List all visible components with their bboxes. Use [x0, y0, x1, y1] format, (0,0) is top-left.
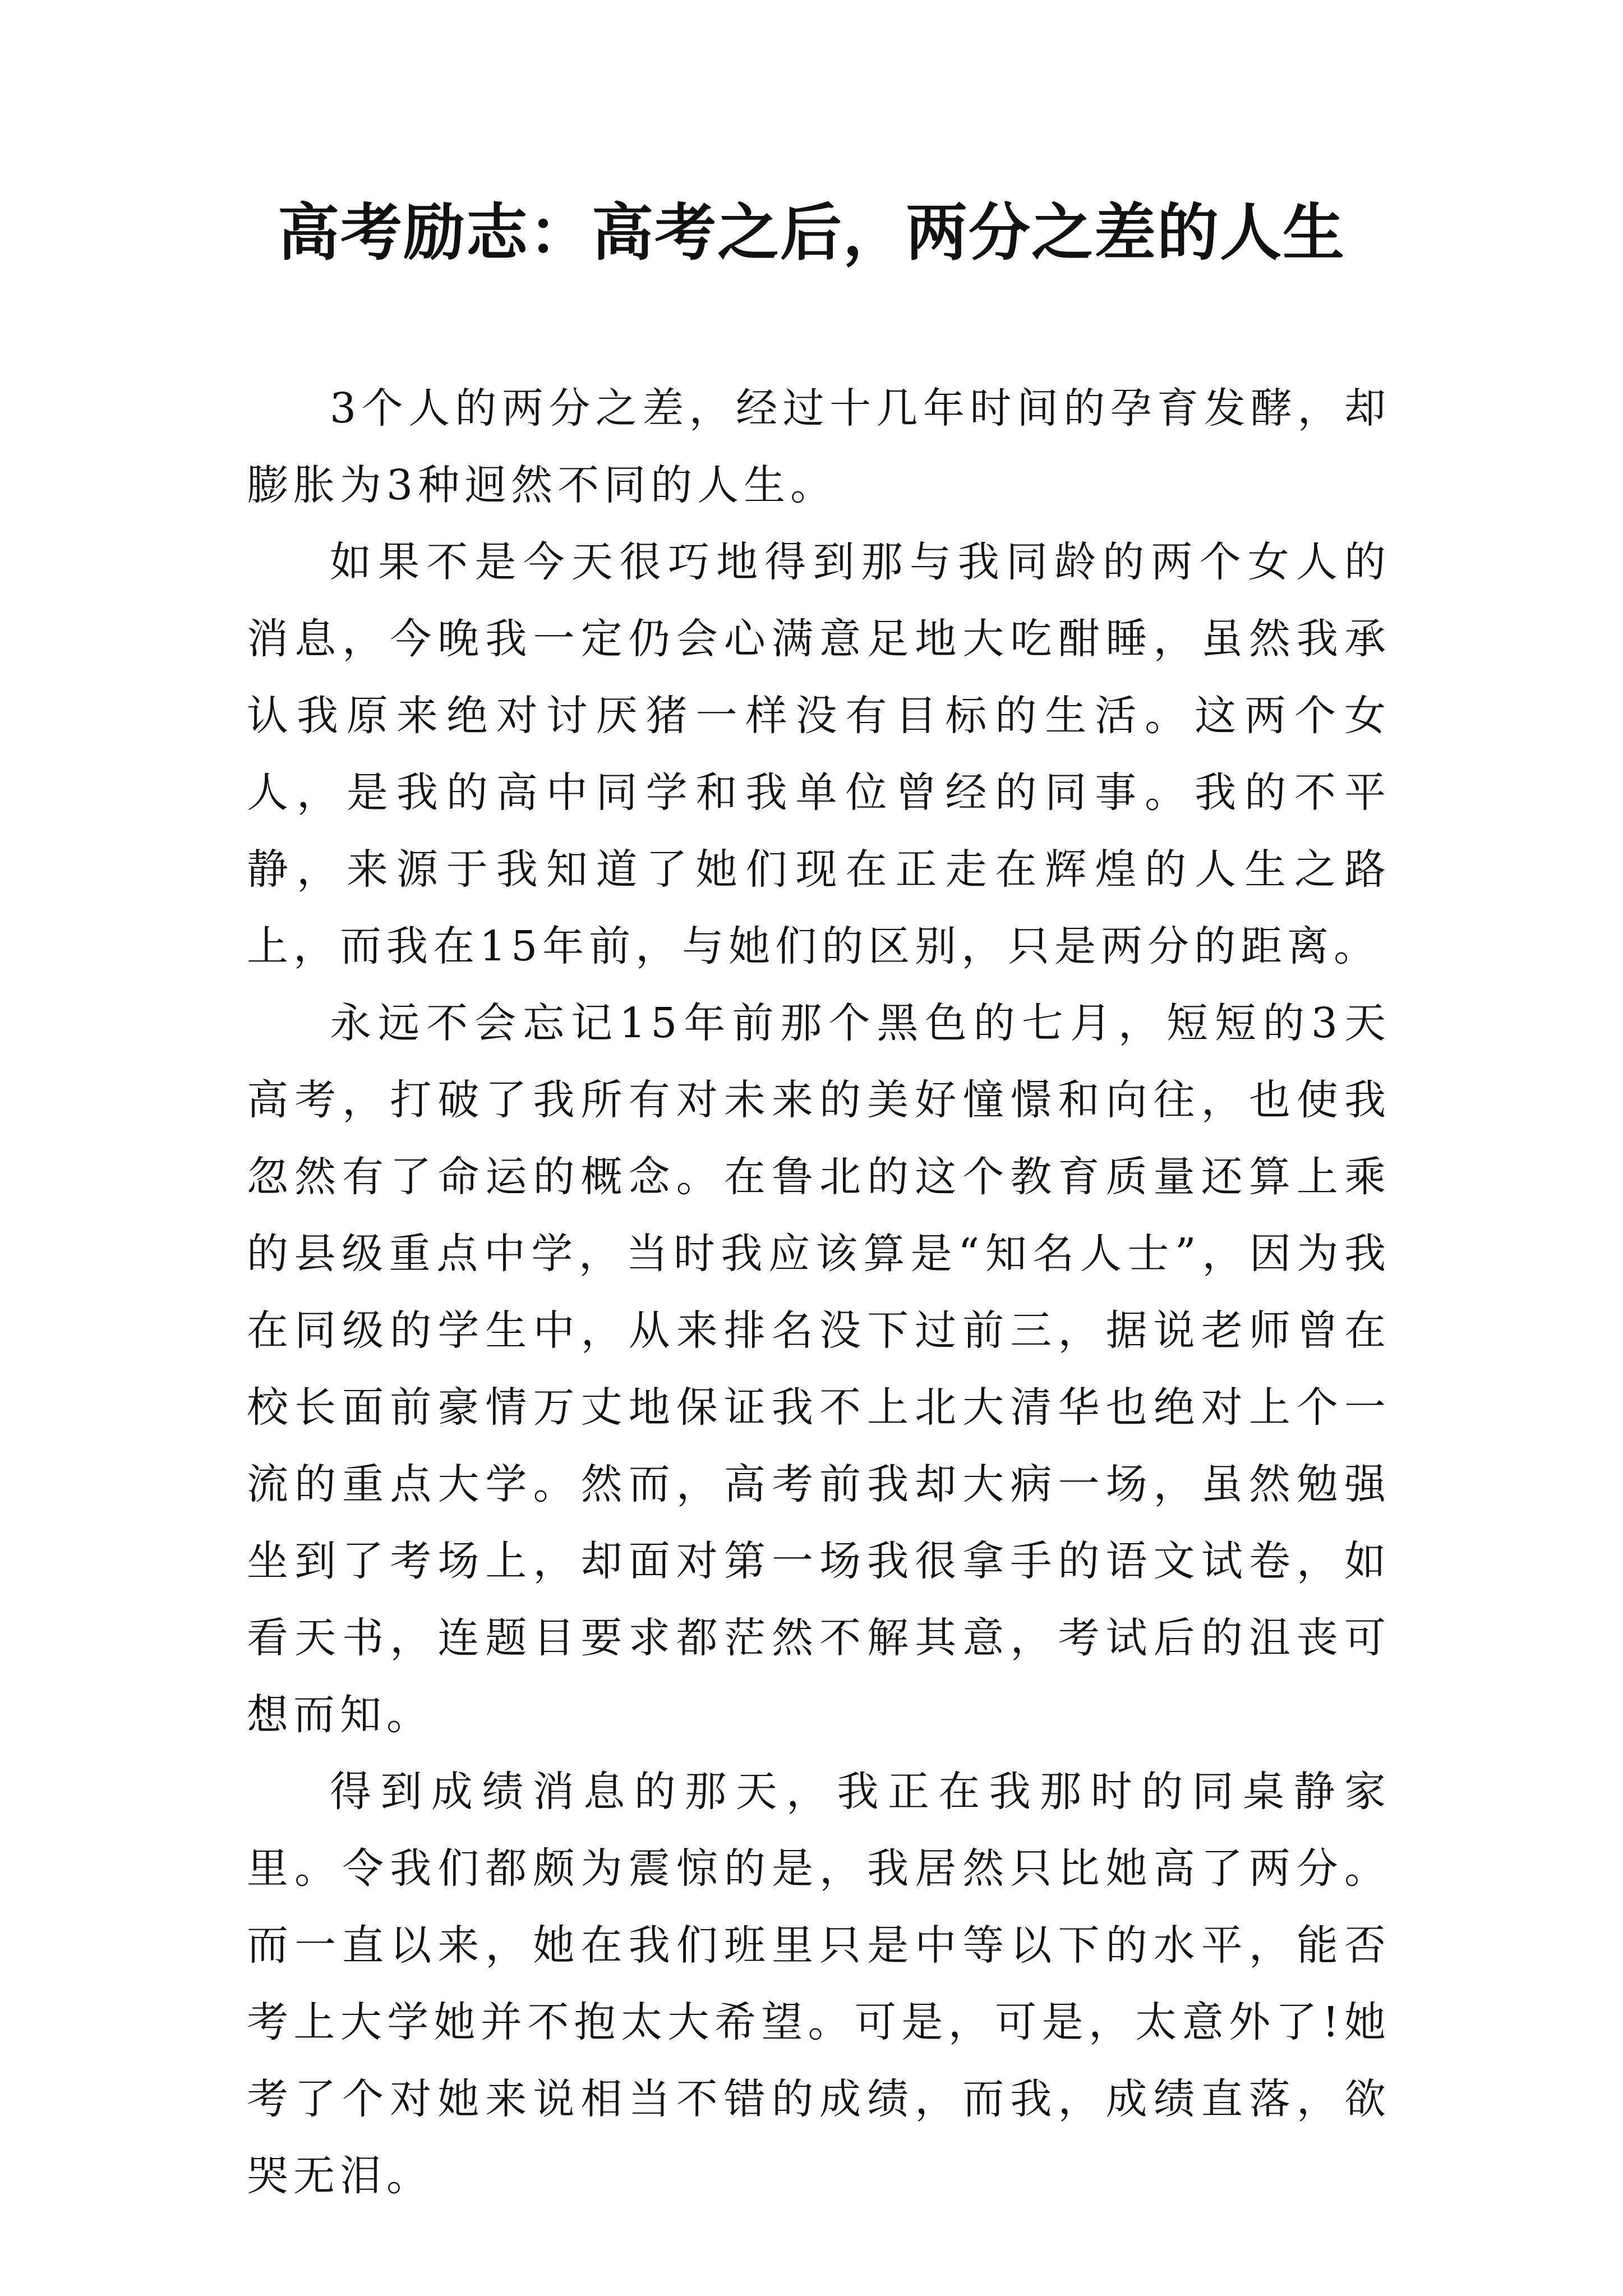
document-body: [247, 370, 1391, 2215]
paragraph-4: 得到成绩消息的那天，我正在我那时的同桌静家里。令我们都颇为震惊的是，我居然只比她高了两分。而一直以来，她在我们班里只是中等以下的水平，能否考上大学她并不抱太大希望。可是，可是，太意外了!她考了个对她来说相当不错的成绩，而我，成绩直落，欲哭无泪。: [247, 1768, 1391, 2200]
paragraph-2: 如果不是今天很巧地得到那与我同龄的两个女人的消息，今晚我一定仍会心满意足地大吃酣睡，虽然我承认我原来绝对讨厌猪一样没有目标的生活。这两个女人，是我的高中同学和我单位曾经的同事。我的不平静，来源于我知道了她们现在正走在辉煌的人生之路上，而我在15年前，与她们的区别，只是两分的距离。: [247, 538, 1391, 970]
document-title: 高考励志：高考之后，两分之差的人生: [278, 196, 1345, 269]
paragraph-3: 永远不会忘记15年前那个黑色的七月，短短的3天高考，打破了我所有对未来的美好憧憬和向往，也使我忽然有了命运的概念。在鲁北的这个教育质量还算上乘的县级重点中学，当时我应该算是“知名人士”，因为我在同级的学生中，从来排名没下过前三，据说老师曾在校长面前豪情万丈地保证我不上北大清华也绝对上个一流的重点大学。然而，高考前我却大病一场，虽然勉强坐到了考场上，却面对第一场我很拿手的语文试卷，如看天书，连题目要求都茫然不解其意，考试后的沮丧可想而知。: [247, 999, 1391, 1739]
paragraph-1: 3个人的两分之差，经过十几年时间的孕育发酵，却膨胀为3种迥然不同的人生。: [247, 384, 1391, 509]
